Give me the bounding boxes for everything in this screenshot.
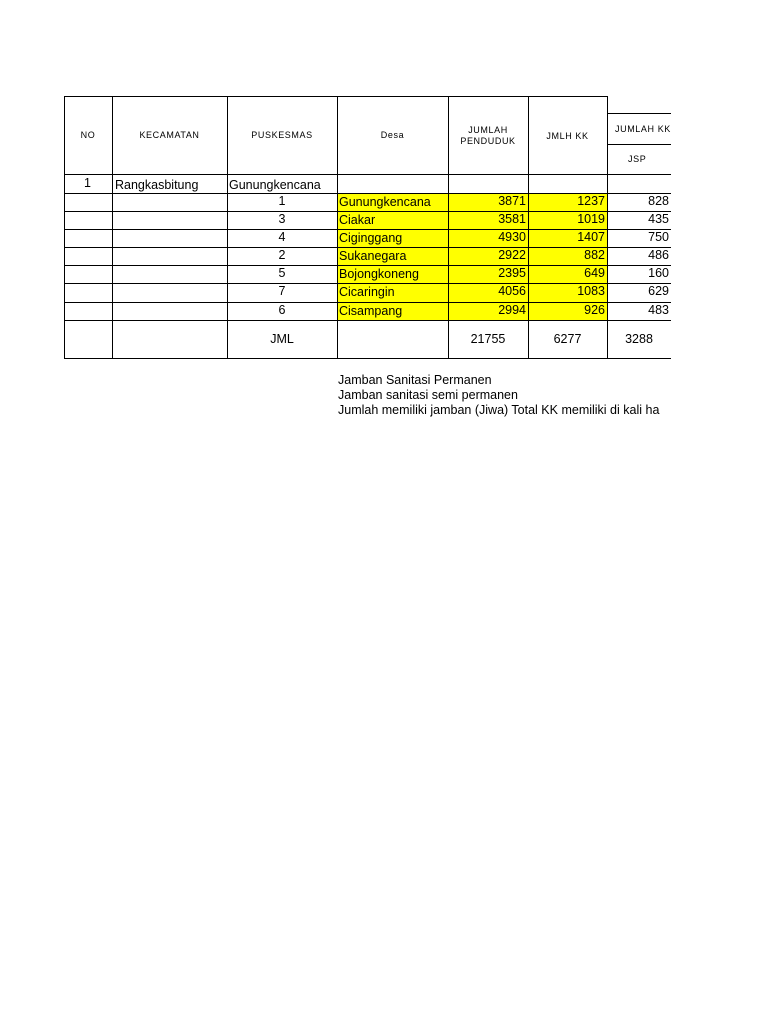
jsp-value: 828 xyxy=(648,194,669,208)
header-jmlh-kk: JMLH KK xyxy=(546,131,589,141)
header-no: NO xyxy=(80,130,96,140)
header-desa: Desa xyxy=(380,130,405,140)
puskesmas-no: 4 xyxy=(278,230,286,244)
note-permanen: Jamban Sanitasi Permanen xyxy=(338,373,492,387)
total-jsp: 3288 xyxy=(625,332,653,346)
puskesmas-no: 6 xyxy=(278,303,286,317)
desa-name: Sukanegara xyxy=(339,249,407,263)
kk-value: 1019 xyxy=(577,212,605,226)
penduduk-value: 4056 xyxy=(498,284,526,298)
puskesmas-no: 2 xyxy=(278,248,286,262)
desa-name: Bojongkoneng xyxy=(339,267,419,281)
total-penduduk: 21755 xyxy=(470,332,506,346)
header-jumlah-kk-group: JUMLAH KK xyxy=(615,124,671,134)
desa-name: Ciginggang xyxy=(339,231,403,245)
row-puskesmas: Gunungkencana xyxy=(229,178,321,192)
jsp-value: 750 xyxy=(648,230,669,244)
jsp-value: 435 xyxy=(648,212,669,226)
kk-value: 1237 xyxy=(577,194,605,208)
kk-value: 1407 xyxy=(577,230,605,244)
kk-value: 649 xyxy=(584,266,605,280)
jsp-value: 486 xyxy=(648,248,669,262)
puskesmas-no: 5 xyxy=(278,266,286,280)
row-no: 1 xyxy=(84,176,91,190)
total-label: JML xyxy=(270,332,294,346)
desa-name: Cicaringin xyxy=(339,285,395,299)
kk-value: 1083 xyxy=(577,284,605,298)
note-semi-permanen: Jamban sanitasi semi permanen xyxy=(338,388,518,402)
penduduk-value: 4930 xyxy=(498,230,526,244)
kk-value: 882 xyxy=(584,248,605,262)
desa-name: Gunungkencana xyxy=(339,195,431,209)
penduduk-value: 3581 xyxy=(498,212,526,226)
kk-value: 926 xyxy=(584,303,605,317)
desa-name: Cisampang xyxy=(339,304,403,318)
row-kecamatan: Rangkasbitung xyxy=(115,178,199,192)
penduduk-value: 2994 xyxy=(498,303,526,317)
data-table xyxy=(64,96,671,359)
notes xyxy=(338,373,671,418)
desa-name: Ciakar xyxy=(339,213,376,227)
penduduk-value: 2922 xyxy=(498,248,526,262)
jsp-value: 160 xyxy=(648,266,669,280)
puskesmas-no: 7 xyxy=(278,284,286,298)
header-jsp: JSP xyxy=(628,154,647,164)
total-kk: 6277 xyxy=(553,332,582,346)
header-jumlah-penduduk-1: JUMLAH xyxy=(468,125,508,135)
puskesmas-no: 3 xyxy=(278,212,286,226)
jsp-value: 483 xyxy=(648,303,669,317)
puskesmas-no: 1 xyxy=(278,194,286,208)
note-jumlah-jamban: Jumlah memiliki jamban (Jiwa) Total KK memiliki di kali ha xyxy=(338,403,660,417)
jsp-value: 629 xyxy=(648,284,669,298)
header-jumlah-penduduk-2: PENDUDUK xyxy=(460,136,516,146)
header-kecamatan: KECAMATAN xyxy=(139,130,200,140)
header-puskesmas: PUSKESMAS xyxy=(251,130,313,140)
penduduk-value: 3871 xyxy=(498,194,526,208)
penduduk-value: 2395 xyxy=(498,266,526,280)
